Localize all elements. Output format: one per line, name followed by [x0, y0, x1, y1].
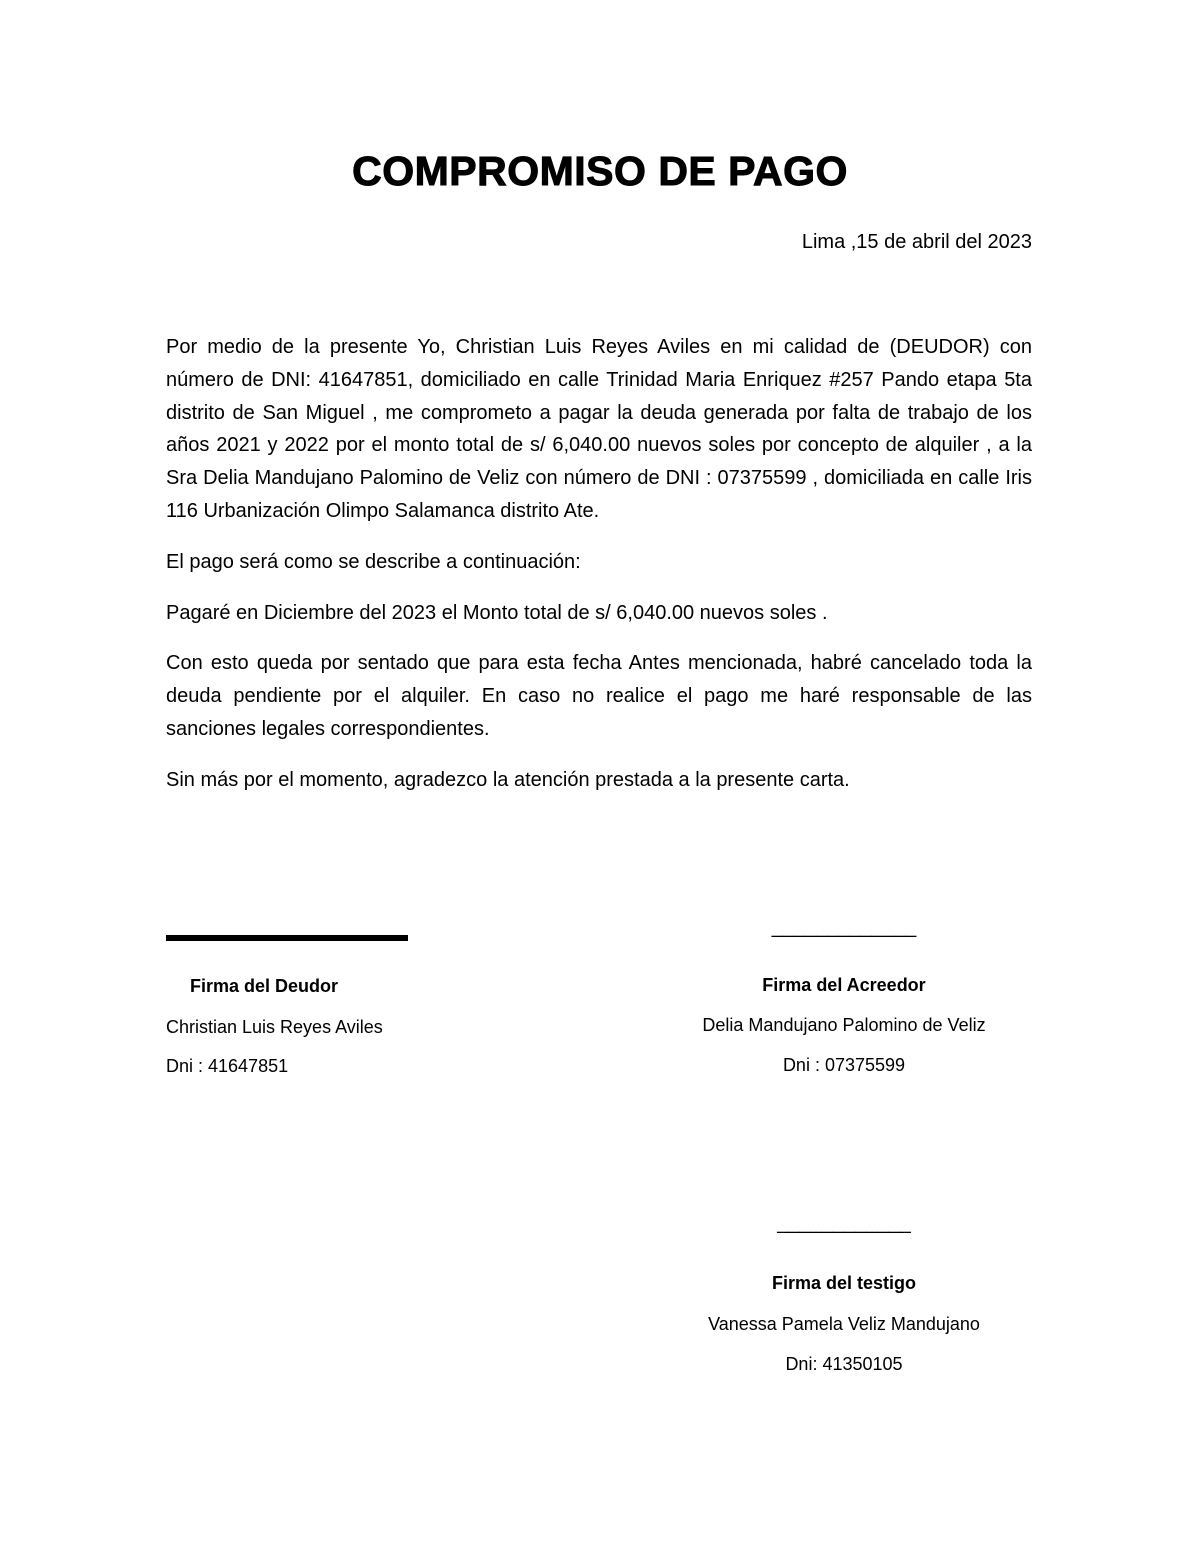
date-line: Lima ,15 de abril del 2023: [801, 231, 1032, 253]
witness-signature-label: Firma del testigo: [771, 1273, 917, 1293]
paragraph-closing: Sin más por el momento, agradezco la atención prestada a la presente carta.: [166, 768, 850, 791]
witness-name: Vanessa Pamela Veliz Mandujano: [708, 1314, 980, 1334]
witness-dni: Dni: 41350105: [785, 1354, 903, 1374]
creditor-dni: Dni : 07375599: [782, 1055, 906, 1075]
debtor-signature-line: [166, 935, 408, 941]
debtor-signature-label: Firma del Deudor: [190, 976, 339, 996]
witness-signature-line: ____________: [777, 1212, 911, 1234]
debtor-name: Christian Luis Reyes Aviles: [166, 1017, 383, 1037]
debtor-dni: Dni : 41647851: [166, 1056, 289, 1076]
paragraph-payment-detail: Pagaré en Diciembre del 2023 el Monto total de s/ 6,040.00 nuevos soles .: [166, 601, 828, 624]
paragraph-consequences: Con esto queda por sentado que para esta fecha Antes mencionada, habré cancelado toda la deuda pendiente por el alquiler. En caso no realice el pago me haré responsable de las sanciones legales correspondientes.: [166, 652, 1032, 740]
paragraph-commitment: Por medio de la presente Yo, Christian Luis Reyes Aviles en mi calidad de (DEUDOR) con número de DNI: 41647851, domiciliado en calle Trinidad Maria Enriquez #257 Pando etapa 5ta distrito de San Miguel , me comprometo a pagar la deuda generada por falta de trabajo de los años 2021 y 2022 por el monto total de s/ 6,040.00 nuevos soles por concepto de alquiler , a la Sra Delia Mandujano Palomino de Veliz con número de DNI : 07375599 , domiciliada en calle Iris 116 Urbanización Olimpo Salamanca distrito Ate.: [166, 336, 1032, 522]
creditor-signature-line: _____________: [771, 916, 917, 938]
body-text: [166, 331, 1032, 815]
document-title: COMPROMISO DE PAGO: [352, 148, 848, 194]
creditor-signature-label: Firma del Acreedor: [762, 975, 926, 995]
creditor-name: Delia Mandujano Palomino de Veliz: [702, 1015, 986, 1035]
paragraph-payment-intro: El pago será como se describe a continuación:: [166, 550, 581, 573]
